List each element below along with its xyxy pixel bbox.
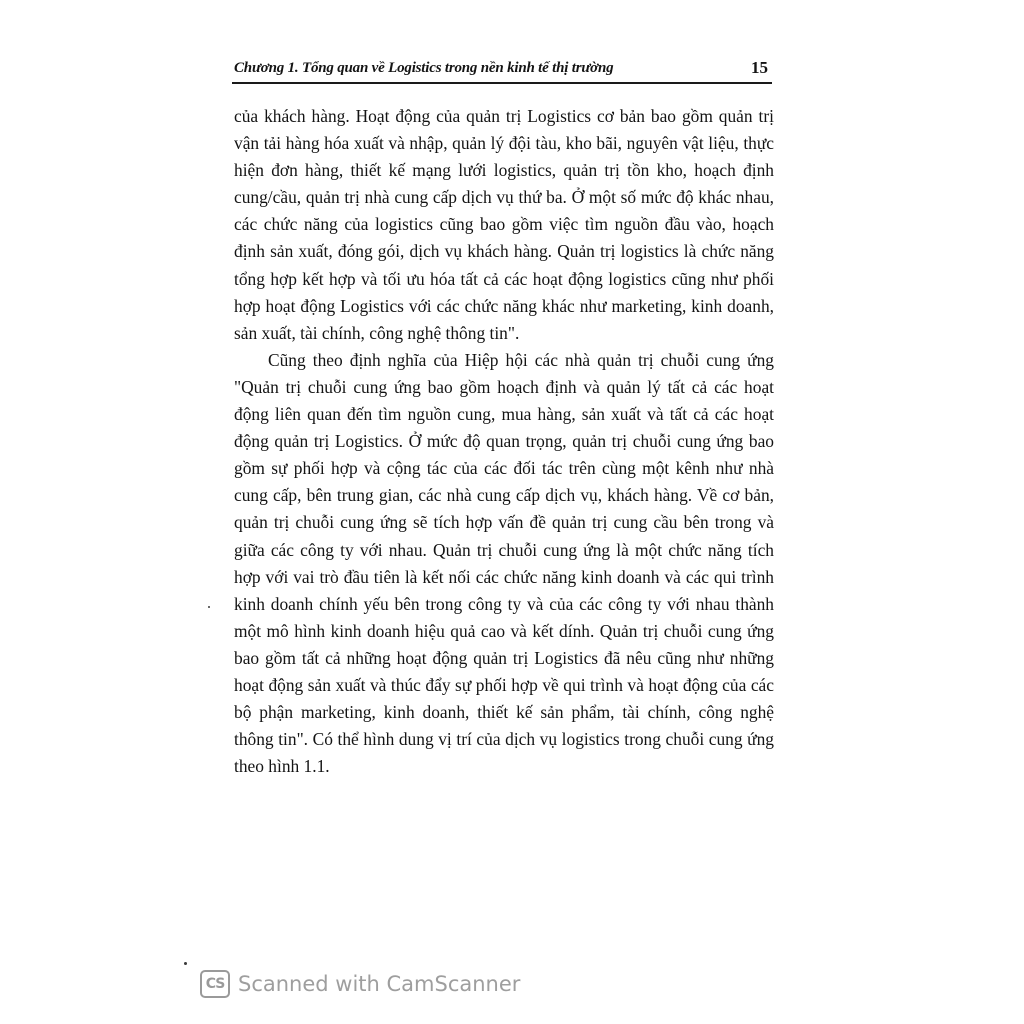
scan-speck xyxy=(208,606,210,608)
camscanner-watermark xyxy=(200,970,520,998)
page-header xyxy=(232,56,772,84)
bleed-through-text xyxy=(240,930,780,947)
scan-speck xyxy=(184,962,187,965)
chapter-title: Chương 1. Tổng quan về Logistics trong nền kinh tế thị trường xyxy=(234,60,614,76)
paragraph-supply-chain-definition: Cũng theo định nghĩa của Hiệp hội các nhà quản trị chuỗi cung ứng "Quản trị chuỗi cung ứng bao gồm hoạch định và quản lý tất cả các hoạt động liên quan đến tìm nguồn cung, mua hàng, sản xuất và tất cả các hoạt động quản trị Logistics. Ở mức độ quan trọng, quản trị chuỗi cung ứng bao gồm sự phối hợp và cộng tác của các đối tác trên cùng một kênh như nhà cung cấp, bên trung gian, các nhà cung cấp dịch vụ, khách hàng. Về cơ bản, quản trị chuỗi cung ứng sẽ tích hợp vấn đề quản trị cung cầu bên trong và giữa các công ty với nhau. Quản trị chuỗi cung ứng là một chức năng tích hợp với vai trò đầu tiên là kết nối các chức năng kinh doanh và các qui trình kinh doanh chính yếu bên trong công ty và của các công ty với nhau thành một mô hình kinh doanh hiệu quả cao và kết dính. Quản trị chuỗi cung ứng bao gồm tất cả những hoạt động quản trị Logistics đã nêu cũng như những hoạt động sản xuất và thúc đẩy sự phối hợp về qui trình và hoạt động của các bộ phận marketing, kinh doanh, thiết kế sản phẩm, tài chính, công nghệ thông tin". Có thể hình dung vị trí của dịch vụ logistics trong chuỗi cung ứng theo hình 1.1. xyxy=(234,349,774,777)
page-body xyxy=(234,103,774,780)
paragraph-continuation: của khách hàng. Hoạt động của quản trị Logistics cơ bản bao gồm quản trị vận tải hàng hóa xuất và nhập, quản lý đội tàu, kho bãi, nguyên vật liệu, thực hiện đơn hàng, thiết kế mạng lưới logistics, quản trị tồn kho, hoạch định cung/cầu, quản trị nhà cung cấp dịch vụ thứ ba. Ở một số mức độ khác nhau, các chức năng của logistics cũng bao gồm việc tìm nguồn đầu vào, hoạch định sản xuất, đóng gói, dịch vụ khách hàng. Quản trị logistics là chức năng tổng hợp kết hợp và tối ưu hóa tất cả các hoạt động logistics cũng như phối hợp hoạt động Logistics với các chức năng khác như marketing, kinh doanh, sản xuất, tài chính, công nghệ thông tin". xyxy=(234,106,774,343)
page-number: 15 xyxy=(751,58,768,77)
watermark-text: Scanned with CamScanner xyxy=(238,972,521,996)
camscanner-logo-icon: CS xyxy=(200,970,230,998)
